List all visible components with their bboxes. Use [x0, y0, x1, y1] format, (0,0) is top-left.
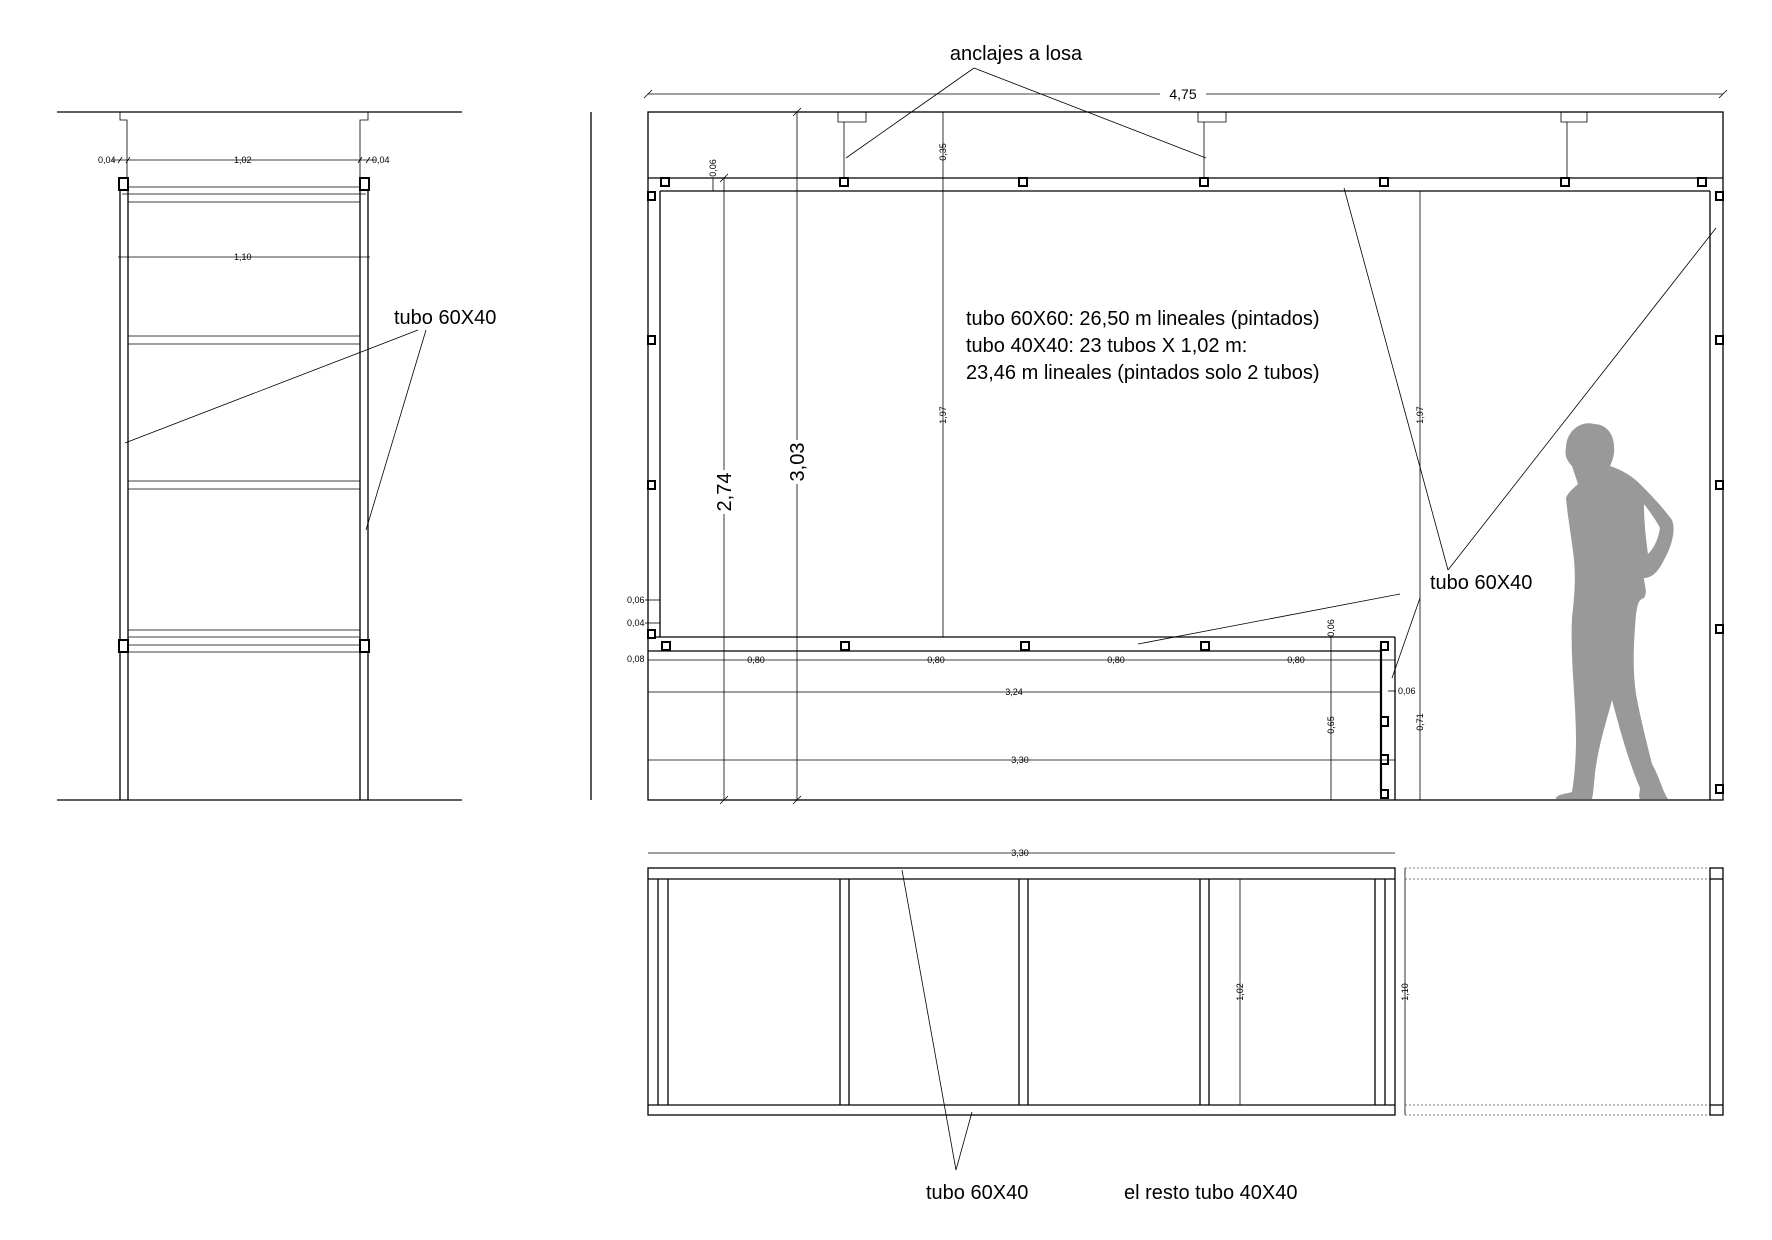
- dimension-label: 0,65: [1326, 716, 1336, 734]
- tube-section: [648, 481, 655, 489]
- leader-line: [125, 330, 418, 443]
- tube-section: [1021, 642, 1029, 650]
- dimension-label: 0,04: [627, 618, 645, 628]
- callout-el-resto: el resto tubo 40X40: [1124, 1182, 1298, 1204]
- dimension-label: 0,80: [1107, 655, 1125, 665]
- plan-end-post: [1710, 868, 1723, 1115]
- tube-section: [360, 178, 369, 190]
- tube-section: [1698, 178, 1706, 186]
- tube-section: [360, 640, 369, 652]
- tube-section: [1381, 790, 1388, 798]
- tube-section: [119, 640, 128, 652]
- tube-section: [1561, 178, 1569, 186]
- tube-section: [1200, 178, 1208, 186]
- leader-line: [1344, 188, 1448, 570]
- dimension-label: 3,30: [1011, 848, 1029, 858]
- dimension-label: 0,04: [372, 155, 390, 165]
- dimension-label: 0,71: [1415, 713, 1425, 731]
- tube-section: [1201, 642, 1209, 650]
- dimension-label: 1,10: [234, 252, 252, 262]
- tube-section: [1381, 642, 1388, 650]
- note-line-2: tubo 40X40: 23 tubos X 1,02 m:: [966, 335, 1248, 357]
- plan-view: [648, 848, 1723, 1204]
- human-figure: [1556, 423, 1674, 799]
- dimension-label: 0,06: [1326, 619, 1336, 637]
- leader-line: [974, 68, 1206, 158]
- tube-section: [648, 192, 655, 200]
- dimension-height-total: 3,03: [787, 442, 809, 482]
- callout-anclajes: anclajes a losa: [949, 43, 1083, 65]
- tube-section: [1716, 336, 1723, 344]
- leader-line: [902, 870, 956, 1170]
- plan-outline: [648, 868, 1395, 1115]
- tube-section: [662, 642, 670, 650]
- leader-line: [366, 330, 426, 530]
- tube-section: [1716, 481, 1723, 489]
- dimension-label: 0,04: [98, 155, 116, 165]
- tube-sections: [648, 178, 1723, 798]
- dimension-label: 0,80: [1287, 655, 1305, 665]
- dimension-label: 1,02: [234, 155, 252, 165]
- dimension-label: 0,80: [747, 655, 765, 665]
- side-elevation: [57, 112, 496, 800]
- tube-section: [1381, 717, 1388, 726]
- tube-section: [1716, 192, 1723, 200]
- note-line-1: tubo 60X60: 26,50 m lineales (pintados): [966, 308, 1320, 330]
- slab-anchor: [1561, 112, 1587, 122]
- leader-line: [1392, 598, 1420, 678]
- callout-tubo-60x40-plan: tubo 60X40: [926, 1182, 1029, 1204]
- dimension-label: 0,06: [1398, 686, 1416, 696]
- dimension-label: 1,10: [1400, 983, 1410, 1001]
- dimension-label: 0,08: [627, 654, 645, 664]
- dimension-label: 0,80: [927, 655, 945, 665]
- callout-tubo-60x40-front: tubo 60X40: [1430, 572, 1533, 594]
- note-line-3: 23,46 m lineales (pintados solo 2 tubos): [966, 362, 1320, 384]
- tube-section: [648, 630, 655, 638]
- slab-anchor: [838, 112, 866, 122]
- front-elevation: [627, 43, 1727, 804]
- tube-section: [1380, 178, 1388, 186]
- tube-section: [841, 642, 849, 650]
- tube-section: [119, 178, 128, 190]
- tube-section: [1716, 625, 1723, 633]
- dimension-width: 4,75: [1169, 86, 1197, 102]
- slab-anchor: [1198, 112, 1226, 122]
- dimension-label: 1,02: [1235, 983, 1245, 1001]
- dimension-label: 1,97: [938, 406, 948, 424]
- slab-anchor-left: [120, 112, 127, 185]
- tube-section: [648, 336, 655, 344]
- leader-line: [846, 68, 974, 158]
- leader-line: [956, 1112, 972, 1170]
- dimension-height-inner: 2,74: [714, 472, 736, 512]
- dimension-label: 1,97: [1415, 406, 1425, 424]
- dimension-label: 3,24: [1005, 687, 1023, 697]
- tube-section: [661, 178, 669, 186]
- tube-section: [1019, 178, 1027, 186]
- dimension-label: 0,06: [627, 595, 645, 605]
- callout-tubo-60x40: tubo 60X40: [394, 307, 497, 329]
- tube-section: [1381, 755, 1388, 764]
- tube-section: [840, 178, 848, 186]
- dimension-label: 0,06: [708, 159, 718, 177]
- dimension-label: 3,30: [1011, 755, 1029, 765]
- dimension-label: 0,35: [938, 143, 948, 161]
- slab-anchor-right: [360, 112, 368, 185]
- frame-outline: [648, 112, 1723, 800]
- tube-section: [1716, 785, 1723, 793]
